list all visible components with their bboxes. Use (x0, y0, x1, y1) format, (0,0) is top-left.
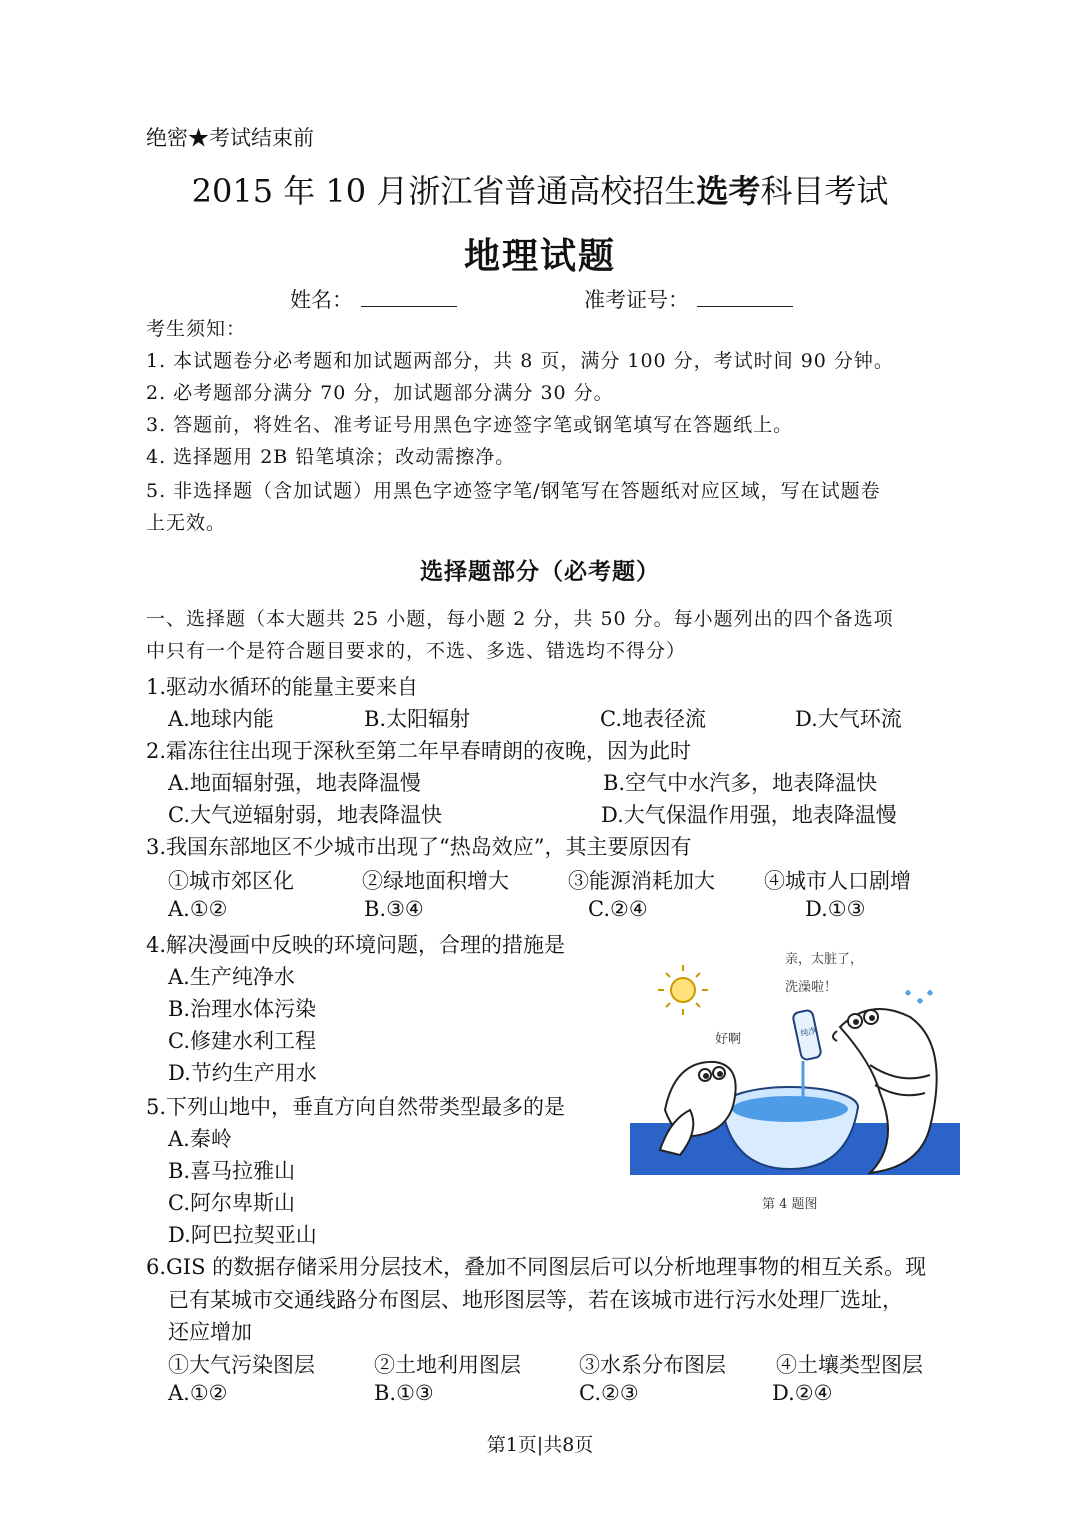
q5-option-d: D.阿巴拉契亚山 (168, 1223, 317, 1247)
figure-caption: 第 4 题图 (762, 1197, 818, 1212)
q3-item-3: ③能源消耗加大 (568, 869, 715, 893)
q2-option-b: B.空气中水汽多，地表降温快 (603, 771, 878, 795)
q5-option-b: B.喜马拉雅山 (168, 1159, 296, 1183)
q6-item-2: ②土地利用图层 (374, 1353, 521, 1377)
name-field: 姓名： (290, 284, 457, 314)
q3-item-1: ①城市郊区化 (168, 869, 294, 893)
q6-item-4: ④土壤类型图层 (776, 1353, 923, 1377)
notice-item: 上无效。 (146, 512, 227, 534)
q4-option-b: B.治理水体污染 (168, 997, 317, 1021)
question-6-stem-cont: 已有某城市交通线路分布图层、地形图层等，若在该城市进行污水处理厂选址， (168, 1288, 903, 1312)
exam-id-blank (697, 286, 793, 307)
q6-option-b: B.①③ (374, 1381, 434, 1405)
question-6-stem: 6.GIS 的数据存储采用分层技术，叠加不同图层后可以分析地理事物的相互关系。现 (146, 1255, 927, 1279)
q6-option-c: C.②③ (579, 1381, 639, 1405)
q3-option-b: B.③④ (364, 897, 424, 921)
q1-option-d: D.大气环流 (795, 707, 902, 731)
part-intro: 中只有一个是符合题目要求的，不选、多选、错选均不得分） (146, 640, 687, 662)
notice-item: 3. 答题前，将姓名、准考证号用黑色字迹签字笔或钢笔填写在答题纸上。 (146, 414, 794, 436)
q4-option-c: C.修建水利工程 (168, 1029, 316, 1053)
q4-option-a: A.生产纯净水 (168, 965, 295, 989)
section-title: 选择题部分（必考题） (420, 558, 660, 585)
notice-item: 4. 选择题用 2B 铅笔填涂；改动需擦净。 (146, 446, 516, 468)
subject-title: 地理试题 (463, 235, 616, 277)
question-5-stem: 5.下列山地中，垂直方向自然带类型最多的是 (146, 1095, 566, 1119)
notice-item: 1. 本试题卷分必考题和加试题两部分，共 8 页，满分 100 分，考试时间 90 分钟。 (146, 350, 894, 372)
q6-item-1: ①大气污染图层 (168, 1353, 315, 1377)
question-3-stem: 3.我国东部地区不少城市出现了“热岛效应”，其主要原因有 (146, 835, 692, 859)
q2-option-d: D.大气保温作用强，地表降温慢 (601, 803, 897, 827)
q6-option-d: D.②④ (772, 1381, 833, 1405)
question-2-stem: 2.霜冻往往出现于深秋至第二年早春晴朗的夜晚，因为此时 (146, 739, 692, 763)
q2-option-c: C.大气逆辐射弱，地表降温快 (168, 803, 442, 827)
q1-option-c: C.地表径流 (600, 707, 706, 731)
q3-item-4: ④城市人口剧增 (764, 869, 911, 893)
notice-item: 2. 必考题部分满分 70 分，加试题部分满分 30 分。 (146, 382, 614, 404)
q3-option-c: C.②④ (588, 897, 648, 921)
speech-text-1: 亲，太脏了， (785, 952, 864, 967)
part-intro: 一、选择题（本大题共 25 小题，每小题 2 分，共 50 分。每小题列出的四个备选项 (146, 608, 894, 630)
notice-item: 5. 非选择题（含加试题）用黑色字迹签字笔/钢笔写在答题纸对应区域，写在试题卷 (146, 480, 881, 502)
bottle-label: 纯净 (799, 1026, 818, 1039)
q3-option-d: D.①③ (805, 897, 866, 921)
confidential-label: 绝密★考试结束前 (146, 126, 314, 150)
speech-text-2: 洗澡啦！ (785, 980, 838, 995)
q1-option-a: A.地球内能 (168, 707, 274, 731)
q6-option-a: A.①② (168, 1381, 228, 1405)
question-4-stem: 4.解决漫画中反映的环境问题，合理的措施是 (146, 933, 566, 957)
q3-item-2: ②绿地面积增大 (362, 869, 509, 893)
notice-heading: 考生须知： (146, 318, 247, 340)
name-blank (361, 286, 457, 307)
cartoon-figure (625, 935, 965, 1215)
q4-option-d: D.节约生产用水 (168, 1061, 317, 1085)
q3-option-a: A.①② (168, 897, 228, 921)
sun-icon (658, 965, 708, 1015)
q1-option-b: B.太阳辐射 (364, 707, 471, 731)
exam-id-field: 准考证号： (584, 284, 793, 314)
exam-title: 2015 年 10 月浙江省普通高校招生选考科目考试 (191, 172, 889, 210)
q5-option-a: A.秦岭 (168, 1127, 232, 1151)
speech-text-3: 好啊 (715, 1032, 742, 1047)
q2-option-a: A.地面辐射强，地表降温慢 (168, 771, 421, 795)
question-6-stem-cont: 还应增加 (168, 1320, 252, 1344)
q5-option-c: C.阿尔卑斯山 (168, 1191, 295, 1215)
q6-item-3: ③水系分布图层 (579, 1353, 726, 1377)
sweat-drops-icon (905, 990, 933, 1004)
question-1-stem: 1.驱动水循环的能量主要来自 (146, 675, 419, 699)
page-footer: 第1页|共8页 (486, 1434, 594, 1456)
